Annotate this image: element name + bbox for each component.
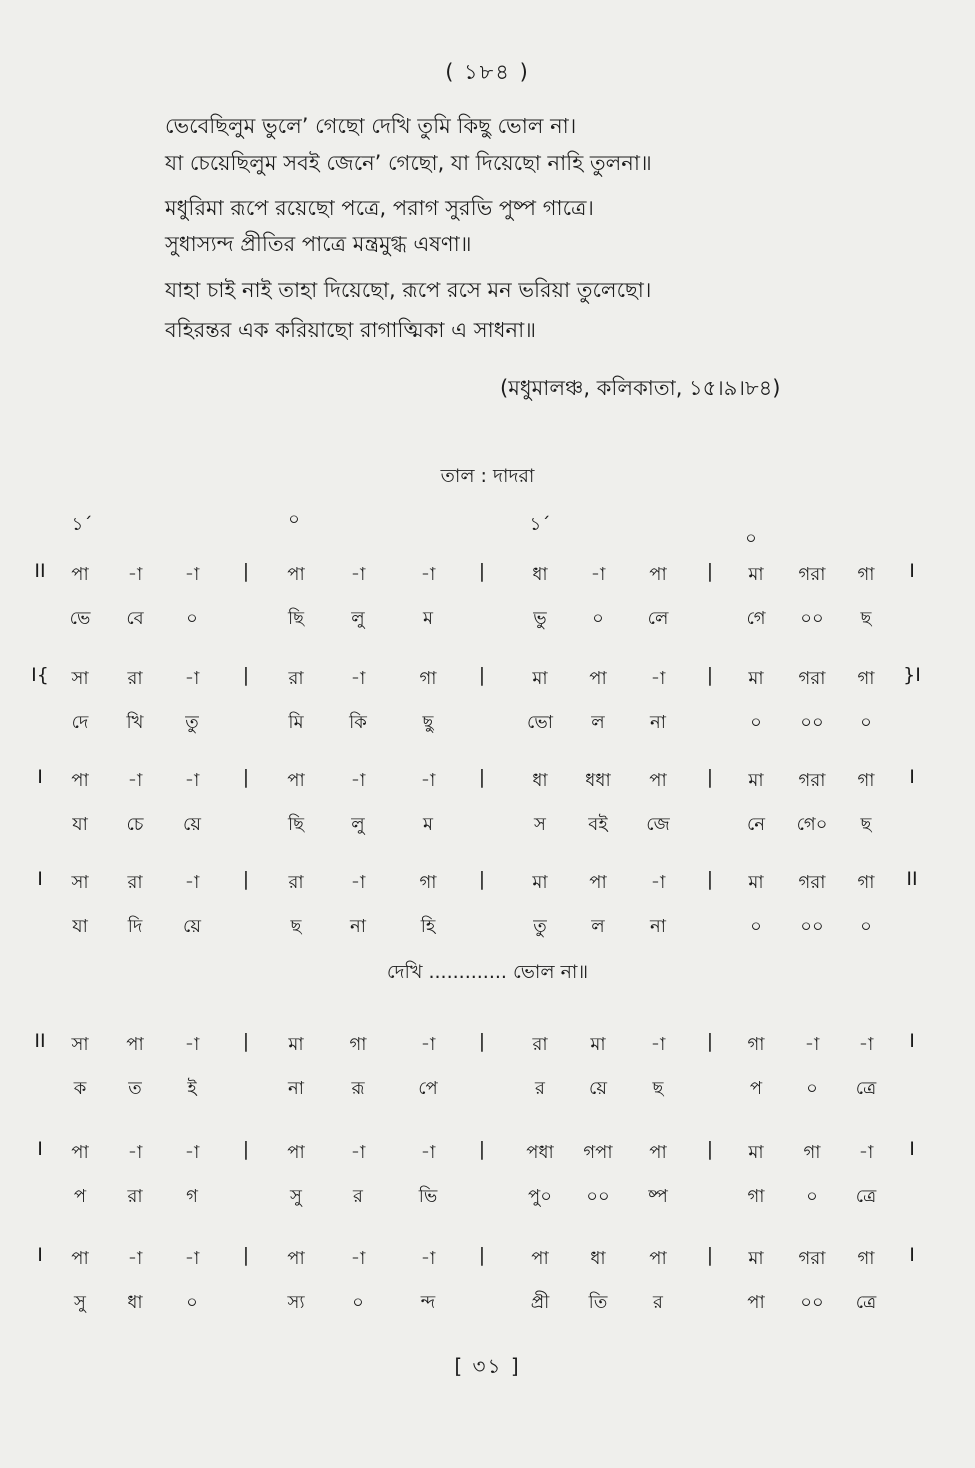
lyric-syllable: ই [187, 1078, 197, 1099]
lyric-syllable: জে [646, 814, 670, 835]
lyric-line-2: যা চেয়েছিলুম সবই জেনে’ গেছো, যা দিয়েছো নাহি তুলনা॥ [165, 151, 652, 175]
lyric-syllable: সু [290, 1186, 302, 1207]
swara-note: মা [748, 564, 764, 585]
lyric-syllable: ত্রে [855, 1292, 877, 1313]
swara-note: রা [127, 872, 143, 893]
swara-note: গা [419, 872, 437, 893]
swara-note: গা [803, 1142, 821, 1163]
page-number-header: ( ১৮৪ ) [445, 60, 530, 84]
lyric-syllable: স [534, 814, 546, 835]
lyric-syllable: লু [351, 608, 365, 629]
lyric-syllable: ০ [860, 916, 872, 937]
swara-note: ধা [532, 770, 548, 791]
lyric-syllable: ০ [186, 608, 198, 629]
row-close-mark: }I [903, 664, 921, 686]
lyric-syllable: তু [533, 916, 547, 937]
swara-note: -া [127, 770, 143, 791]
lyric-syllable: ভে [69, 608, 91, 629]
lyric-syllable: না [350, 916, 366, 937]
lyric-syllable: প্রী [530, 1292, 550, 1313]
swara-note: -া [420, 1142, 436, 1163]
lyric-syllable: সু [74, 1292, 86, 1313]
swara-note: পা [531, 1248, 549, 1269]
lyric-syllable: ০০ [800, 608, 824, 629]
beat-mark-4: ০ [745, 528, 757, 549]
row-open-mark: I [37, 766, 43, 788]
beat-separator: | [478, 766, 486, 788]
swara-note: ধা [532, 564, 548, 585]
swara-note: মা [748, 872, 764, 893]
swara-note: -া [184, 1248, 200, 1269]
lyric-syllable: লু [351, 814, 365, 835]
lyric-syllable: পে [418, 1078, 438, 1099]
beat-mark-2: ০ [288, 509, 300, 530]
swara-note: -া [184, 1034, 200, 1055]
beat-mark-1: ১´ [71, 514, 93, 535]
lyric-syllable: গে০ [796, 814, 828, 835]
lyric-syllable: ছি [287, 608, 305, 629]
lyric-syllable: ছ [652, 1078, 664, 1099]
swara-note: -া [127, 1248, 143, 1269]
footer-page-number: ৩১ [472, 1354, 503, 1378]
lyric-syllable: ম [423, 608, 433, 629]
swara-note: -া [184, 1142, 200, 1163]
lyric-syllable: ষ্প [648, 1186, 668, 1207]
swara-note: -া [184, 668, 200, 689]
beat-separator: | [706, 1030, 714, 1052]
lyric-syllable: দি [127, 916, 143, 937]
lyric-syllable: ভি [418, 1186, 438, 1207]
swara-note: পা [287, 564, 305, 585]
swara-note: পা [71, 1142, 89, 1163]
swara-note: পা [126, 1034, 144, 1055]
beat-separator: | [706, 664, 714, 686]
lyric-line-1: ভেবেছিলুম ভুলে’ গেছো দেখি তুমি কিছু ভোল না। [165, 114, 577, 138]
swara-note: -া [127, 564, 143, 585]
footer-bracket-close: ] [502, 1354, 521, 1378]
swara-note: -া [420, 1248, 436, 1269]
swara-note: পা [649, 1248, 667, 1269]
lyric-syllable: গ [186, 1186, 198, 1207]
swara-note: মা [532, 872, 548, 893]
lyric-syllable: স্য [287, 1292, 305, 1313]
row-close-mark: I [909, 1244, 915, 1266]
lyric-syllable: ল [591, 712, 605, 733]
lyric-syllable: না [288, 1078, 304, 1099]
refrain-line: দেখি ............. ভোল না॥ [386, 961, 589, 983]
lyric-syllable: ধা [127, 1292, 143, 1313]
lyric-syllable: ল [591, 916, 605, 937]
swara-note: -া [420, 770, 436, 791]
lyric-syllable: রূ [351, 1078, 365, 1099]
lyric-syllable: মি [288, 712, 304, 733]
beat-separator: | [478, 664, 486, 686]
lyric-syllable: য়ে [589, 1078, 607, 1099]
swara-note: -া [420, 564, 436, 585]
beat-separator: | [706, 1138, 714, 1160]
lyric-line-5: যাহা চাই নাই তাহা দিয়েছো, রূপে রসে মন ভরিয়া তুলেছো। [165, 278, 652, 302]
swara-note: পা [649, 564, 667, 585]
lyric-syllable: ০ [352, 1292, 364, 1313]
lyric-syllable: দে [71, 712, 89, 733]
swara-note: -া [858, 1142, 874, 1163]
lyric-syllable: ০ [750, 712, 762, 733]
beat-mark-3: ১´ [529, 514, 551, 535]
lyric-syllable: ০০ [800, 1292, 824, 1313]
swara-note: মা [288, 1034, 304, 1055]
swara-note: পা [589, 872, 607, 893]
swara-note: গরা [798, 770, 826, 791]
swara-note: -া [420, 1034, 436, 1055]
swara-note: রা [532, 1034, 548, 1055]
swara-note: -া [184, 770, 200, 791]
row-open-mark: II [34, 1030, 46, 1052]
beat-separator: | [706, 560, 714, 582]
swara-note: গরা [798, 872, 826, 893]
lyric-syllable: তি [588, 1292, 608, 1313]
lyric-syllable: ম [423, 814, 433, 835]
lyric-syllable: লে [647, 608, 669, 629]
lyric-syllable: না [650, 916, 666, 937]
swara-note: রা [288, 668, 304, 689]
swara-note: গা [857, 872, 875, 893]
swara-note: পা [287, 770, 305, 791]
swara-note: মা [748, 770, 764, 791]
swara-note: গা [747, 1034, 765, 1055]
swara-note: পা [649, 1142, 667, 1163]
swara-note: পা [287, 1248, 305, 1269]
beat-separator: | [478, 1138, 486, 1160]
lyric-syllable: ছি [287, 814, 305, 835]
lyric-syllable: ০০ [586, 1186, 610, 1207]
lyric-syllable: র [653, 1292, 663, 1313]
lyric-syllable: য়ে [183, 814, 201, 835]
lyric-syllable: ভু [533, 608, 547, 629]
lyric-line-3: মধুরিমা রূপে রয়েছো পত্রে, পরাগ সুরভি পুষ্প গাত্রে। [165, 196, 594, 220]
row-close-mark: I [909, 766, 915, 788]
swara-note: -া [184, 564, 200, 585]
page-number-footer [0, 1352, 975, 1385]
lyric-syllable: য়ে [183, 916, 201, 937]
lyric-syllable: ০০ [800, 916, 824, 937]
beat-separator: | [478, 560, 486, 582]
lyric-syllable: ত্রে [855, 1186, 877, 1207]
swara-note: -া [650, 668, 666, 689]
lyric-syllable: র [353, 1186, 363, 1207]
lyric-syllable: যা [72, 916, 88, 937]
swara-note: পা [589, 668, 607, 689]
lyric-syllable: র [535, 1078, 545, 1099]
lyric-syllable: ০ [186, 1292, 198, 1313]
lyric-syllable: ত [128, 1078, 142, 1099]
lyric-syllable: চে [126, 814, 144, 835]
row-close-mark: I [909, 560, 915, 582]
lyric-syllable: গে [746, 608, 766, 629]
beat-separator: | [478, 868, 486, 890]
swara-note: পা [287, 1142, 305, 1163]
lyric-syllable: খি [126, 712, 144, 733]
lyric-syllable: ত্রে [855, 1078, 877, 1099]
row-open-mark: I [37, 1138, 43, 1160]
lyric-syllable: নে [746, 814, 766, 835]
lyric-syllable: পা [747, 1292, 765, 1313]
swara-note: গরা [798, 564, 826, 585]
footer-bracket-open: [ [454, 1354, 473, 1378]
swara-note: -া [350, 1248, 366, 1269]
beat-separator: | [478, 1030, 486, 1052]
beat-separator: | [242, 1138, 250, 1160]
lyric-syllable: ০ [806, 1186, 818, 1207]
swara-note: -া [184, 872, 200, 893]
swara-note: রা [127, 668, 143, 689]
lyric-syllable: প [73, 1186, 87, 1207]
row-close-mark: II [906, 868, 918, 890]
lyric-syllable: তু [185, 712, 199, 733]
swara-note: সা [71, 668, 89, 689]
lyric-syllable: ০ [860, 712, 872, 733]
swara-note: সা [71, 872, 89, 893]
swara-note: -া [804, 1034, 820, 1055]
swara-note: -া [127, 1142, 143, 1163]
swara-note: গা [349, 1034, 367, 1055]
swara-note: মা [748, 1248, 764, 1269]
swara-note: মা [532, 668, 548, 689]
beat-separator: | [706, 1244, 714, 1266]
swara-note: মা [748, 1142, 764, 1163]
lyric-syllable: ছ [290, 916, 302, 937]
swara-note: পা [71, 770, 89, 791]
lyric-syllable: ০ [592, 608, 604, 629]
swara-note: পা [71, 1248, 89, 1269]
beat-separator: | [478, 1244, 486, 1266]
swara-note: গা [857, 1248, 875, 1269]
tala-heading: তাল : দাদরা [440, 465, 535, 487]
row-close-mark: I [909, 1030, 915, 1052]
swara-note: গরা [798, 668, 826, 689]
swara-note: -া [350, 1142, 366, 1163]
lyric-syllable: না [650, 712, 666, 733]
swara-note: -া [650, 872, 666, 893]
swara-note: -া [350, 770, 366, 791]
swara-note: -া [590, 564, 606, 585]
swara-note: গরা [798, 1248, 826, 1269]
lyric-line-6: বহিরন্তর এক করিয়াছো রাগাত্মিকা এ সাধনা॥ [165, 318, 537, 342]
swara-note: মা [590, 1034, 606, 1055]
beat-separator: | [242, 1244, 250, 1266]
beat-separator: | [242, 1030, 250, 1052]
beat-separator: | [242, 560, 250, 582]
swara-note: ধা [590, 1248, 606, 1269]
swara-note: পধা [526, 1142, 554, 1163]
lyric-syllable: যা [72, 814, 88, 835]
swara-note: সা [71, 1034, 89, 1055]
lyric-syllable: প [749, 1078, 763, 1099]
swara-note: রা [288, 872, 304, 893]
lyric-syllable: ক [73, 1078, 87, 1099]
lyric-syllable: বই [588, 814, 608, 835]
swara-note: গা [857, 564, 875, 585]
beat-separator: | [242, 868, 250, 890]
row-open-mark: I{ [31, 664, 49, 686]
swara-note: -া [350, 872, 366, 893]
beat-separator: | [242, 664, 250, 686]
lyric-syllable: পু০ [528, 1186, 552, 1207]
swara-note: পা [649, 770, 667, 791]
lyric-syllable: ছ [860, 814, 872, 835]
row-open-mark: I [37, 868, 43, 890]
swara-note: পা [71, 564, 89, 585]
lyric-syllable: ভো [527, 712, 553, 733]
swara-note: গা [857, 668, 875, 689]
swara-note: -া [858, 1034, 874, 1055]
swara-note: গপা [583, 1142, 613, 1163]
lyric-syllable: ০০ [800, 712, 824, 733]
source-credit: (মধুমালঞ্চ, কলিকাতা, ১৫।৯।৮৪) [500, 376, 781, 400]
lyric-line-4: সুধাস্যন্দ প্রীতির পাত্রে মন্ত্রমুগ্ধ এষণা॥ [165, 232, 472, 256]
lyric-syllable: কি [349, 712, 367, 733]
row-open-mark: I [37, 1244, 43, 1266]
swara-note: ধধা [585, 770, 611, 791]
lyric-syllable: ছ [860, 608, 872, 629]
beat-separator: | [706, 868, 714, 890]
lyric-syllable: বে [126, 608, 144, 629]
swara-note: -া [350, 668, 366, 689]
lyric-syllable: ন্দ [420, 1292, 436, 1313]
lyric-syllable: রা [127, 1186, 143, 1207]
swara-note: গা [419, 668, 437, 689]
swara-note: গা [857, 770, 875, 791]
lyric-syllable: ০ [806, 1078, 818, 1099]
lyric-syllable: গা [747, 1186, 765, 1207]
row-close-mark: I [909, 1138, 915, 1160]
swara-note: -া [350, 564, 366, 585]
lyric-syllable: ০ [750, 916, 762, 937]
row-open-mark: II [34, 560, 46, 582]
beat-separator: | [242, 766, 250, 788]
lyric-syllable: হি [420, 916, 436, 937]
swara-note: মা [748, 668, 764, 689]
swara-note: -া [650, 1034, 666, 1055]
beat-separator: | [706, 766, 714, 788]
lyric-syllable: ছু [422, 712, 434, 733]
